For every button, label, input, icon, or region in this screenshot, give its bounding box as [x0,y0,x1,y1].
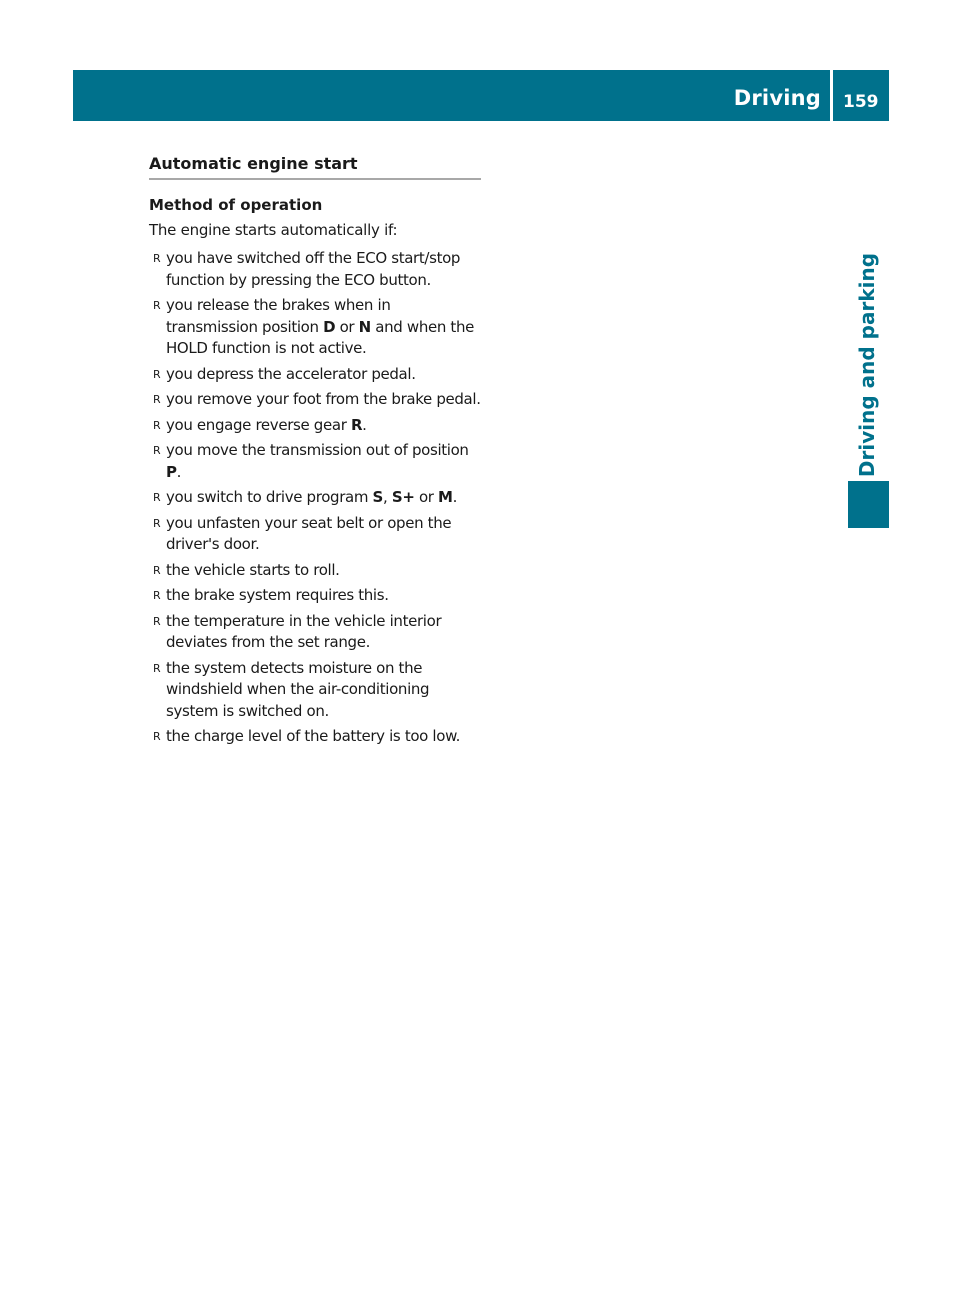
bold-term: R [350,415,363,434]
side-tab-label: Driving and parking [855,252,879,478]
item-text: the charge level of the battery is too low. [166,727,461,745]
bullet-icon: R [153,661,161,675]
section-title: Automatic engine start [149,152,481,180]
header-divider [830,70,833,121]
item-text: or [414,488,439,506]
page-number: 159 [843,92,879,112]
item-text: you depress the accelerator pedal. [166,364,416,383]
list-item [149,364,481,386]
list-item [149,389,481,411]
bullet-icon: R [153,614,161,628]
item-text: and when the HOLD function is not active. [166,317,474,357]
bold-term: P [166,462,177,481]
bullet-icon: R [153,252,161,265]
list-item [149,248,481,291]
item-text: you move the transmission out of position [166,441,469,459]
bullet-icon: R [153,516,161,530]
bullet-icon: R [153,393,161,406]
item-text: . [362,415,367,434]
bullet-icon: R [153,367,161,381]
item-text: . [452,488,458,506]
bullet-icon: R [153,299,161,312]
bold-term: M [438,488,453,506]
item-text: the vehicle starts to roll. [166,560,340,579]
item-text: you unfasten your seat belt or open the driver's door. [166,513,452,553]
item-text: you release the brakes when in transmission position [166,296,391,336]
bullet-icon: R [153,589,161,602]
intro-text: The engine starts automatically if: [149,221,398,239]
item-text: or [335,317,359,336]
list-item [149,560,481,582]
main-content [149,152,481,752]
bullet-icon: R [153,730,161,743]
list-item [149,415,481,437]
item-text: you switch to drive program [166,488,373,506]
condition-list [149,248,481,748]
list-item [149,295,481,360]
item-text: you remove your foot from the brake pedal. [166,390,481,408]
side-tab [847,252,887,478]
list-item [149,585,481,607]
item-text: the temperature in the vehicle interior deviates from the set range. [166,611,442,651]
item-text: you have switched off the ECO start/stop function by pressing the ECO button. [166,249,461,289]
side-tab-marker [848,481,889,528]
bullet-icon: R [153,563,161,577]
list-item [149,440,481,483]
section-subtitle: Method of operation [149,196,323,214]
bold-term: S [372,488,384,506]
item-text: . [176,462,182,481]
list-item [149,513,481,556]
item-text: the brake system requires this. [166,586,389,604]
bold-term: N [358,317,371,336]
bold-term: S+ [391,488,415,506]
item-text: the system detects moisture on the windshield when the air-conditioning system is switched on. [166,658,430,720]
list-item [149,726,481,748]
list-item [149,611,481,654]
bullet-icon: R [153,491,161,504]
item-text: , [383,488,392,506]
item-text: you engage reverse gear [166,415,351,434]
list-item [149,658,481,723]
list-item [149,487,481,509]
header-section-title: Driving [733,86,821,110]
bold-term: D [323,317,336,336]
bullet-icon: R [153,418,161,432]
bullet-icon: R [153,444,161,457]
